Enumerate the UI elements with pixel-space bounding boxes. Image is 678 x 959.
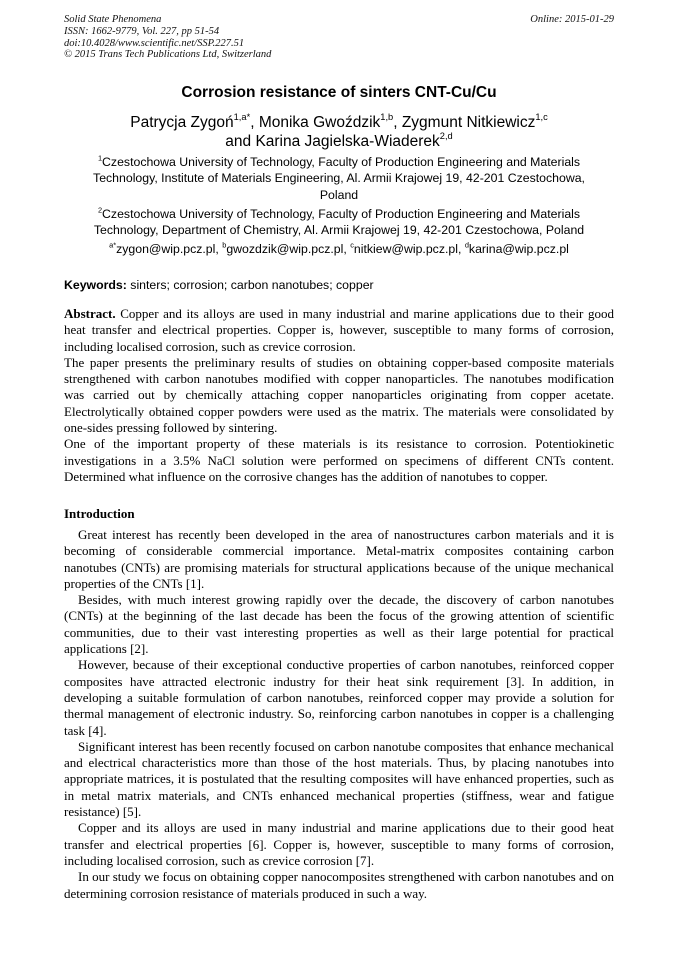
email-line — [40, 242, 638, 256]
journal-header — [64, 14, 271, 61]
section-heading-introduction: Introduction — [64, 506, 135, 521]
abstract-paragraph: One of the important property of these materials is its resistance to corrosion. Potentiokinetic investigations in a 3.5% NaCl solution were performed on specimens of different CNTs content. Determined what influence on the corrosive changes has the addition of nanotubes to copper. — [64, 436, 614, 484]
intro-paragraph: Besides, with much interest growing rapidly over the decade, the discovery of carbon nanotubes (CNTs) at the beginning of the last decade has been the focus of the growing attention of scientific communities, due to their vast interesting properties as well as their large potential for practical applications [2]. — [64, 592, 614, 657]
affiliation-2 — [80, 206, 598, 239]
abstract — [64, 306, 614, 485]
intro-paragraph: Significant interest has been recently focused on carbon nanotube composites that enhance mechanical and electrical characteristics more than those of the host materials. Thus, by placing nanotubes into appropriate matrices, it is postulated that the resulting composites will have enhanced properties, such as in metal matrix materials, and CNTs enhanced mechanical properties (stiffness, wear and fatigue resistance) [5]. — [64, 738, 614, 820]
author-name: Patrycja Zygoń — [130, 114, 234, 131]
copyright-line: © 2015 Trans Tech Publications Ltd, Switzerland — [64, 49, 272, 61]
affiliation-1 — [80, 154, 598, 203]
author-name: Karina Jagielska-Wiaderek — [255, 133, 440, 150]
author-and: and — [225, 133, 252, 150]
issn-line: ISSN: 1662-9779, Vol. 227, pp 51-54 — [64, 25, 220, 37]
abstract-paragraph — [64, 306, 614, 355]
author-list: Patrycja Zygoń$^{1,a*}$, Monika Gwoździk$^{1,b}$, Zygmunt Nitkiewicz$^{1,c}$ and Karina Jagielska-Wiaderek$^{2,d}$ — [130, 112, 548, 150]
keywords-label: Keywords: — [64, 278, 127, 292]
intro-paragraph: Copper and its alloys are used in many industrial and marine applications due to their good heat transfer and electrical properties [6]. Copper is, however, susceptible to many forms of corrosion, including localised corrosion, such as crevice corrosion [7]. — [64, 820, 614, 868]
email-sup: c — [350, 240, 354, 250]
author-sup: 2,d — [439, 131, 453, 142]
email-sup: b — [222, 240, 227, 250]
affiliation-text: Czestochowa University of Technology, Faculty of Production Engineering and Materials Technology, Institute of Materials Engineering, Al. Armii Krajowej 19, 42-201 Czestochowa, Poland — [93, 155, 585, 202]
email-link[interactable]: zygon@wip.pcz.pl, — [116, 242, 223, 256]
email-sup: d — [464, 240, 469, 250]
author-sup: 1,b — [380, 112, 394, 123]
email-link[interactable]: karina@wip.pcz.pl — [468, 242, 569, 256]
abstract-paragraph: The paper presents the preliminary results of studies on obtaining copper-based composite materials strengthened with carbon nanotubes modified with copper nanoparticles. The nanotubes modification was carried out by chemically attaching copper nanoparticles originating from copper acetate. Electrolytically obtained copper powders were used as the matrix. The materials were consolidated by one-sides pressing followed by sintering. — [64, 354, 614, 436]
doi-line: doi:10.4028/www.scientific.net/SSP.227.51 — [64, 37, 245, 49]
abstract-text: Copper and its alloys are used in many industrial and marine applications due to their good heat transfer and electrical properties. Copper is, however, susceptible to many forms of corrosion, including localised corrosion, such as crevice corrosion. — [64, 306, 614, 354]
keywords — [64, 278, 374, 292]
online-date: Online: 2015-01-29 — [530, 14, 614, 25]
intro-paragraph: In our study we focus on obtaining copper nanocomposites strengthened with carbon nanotubes and on determining corrosion resistance of materials produced in such a way. — [64, 869, 614, 901]
journal-name: Solid State Phenomena — [64, 14, 162, 25]
author-sup: 1,c — [535, 112, 548, 123]
author-name: Monika Gwoździk — [258, 114, 381, 131]
email-link[interactable]: gwozdzik@wip.pcz.pl, — [226, 242, 351, 256]
intro-paragraph: Great interest has recently been developed in the area of nanostructures carbon materials and it is becoming of considerable commercial importance. Metal-matrix composites containing carbon nanotubes (CNTs) are promising materials for structural applications because of the unique mechanical properties of the CNTs [1]. — [64, 527, 614, 591]
author-sup: 1,a* — [233, 112, 251, 123]
affiliation-text: Czestochowa University of Technology, Faculty of Production Engineering and Materials Technology, Department of Chemistry, Al. Armii Krajowej 19, 42-201 Czestochowa, Poland — [93, 207, 585, 238]
email-sup: a* — [109, 240, 117, 250]
affiliation-sup: 1 — [97, 153, 103, 163]
intro-paragraph: However, because of their exceptional conductive properties of carbon nanotubes, reinforced copper composites have attracted electronic industry for their heat sink requirement [3]. In addition, in developing a suitable formulation of carbon nanotubes, reinforced copper may provide a solution for thermal management of electronic industry. So, reinforcing carbon nanotubes in copper is a challenging task [4]. — [64, 657, 614, 738]
abstract-label: Abstract. — [64, 306, 116, 321]
paper-title: Corrosion resistance of sinters CNT-Cu/Cu — [181, 84, 497, 101]
email-link[interactable]: nitkiew@wip.pcz.pl, — [353, 242, 465, 256]
keywords-text: sinters; corrosion; carbon nanotubes; copper — [126, 278, 374, 292]
affiliation-sup: 2 — [97, 205, 103, 215]
introduction-body — [64, 527, 614, 902]
author-name: Zygmunt Nitkiewicz — [401, 114, 536, 131]
